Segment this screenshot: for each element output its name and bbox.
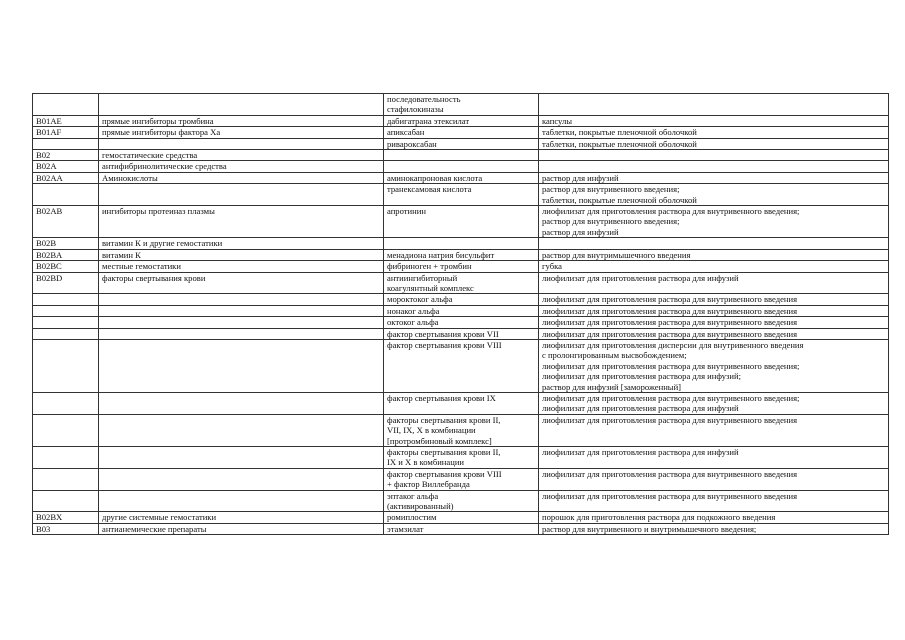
atc-code-cell [33,317,99,328]
dosage-form-line: лиофилизат для приготовления раствора для инфузий [542,403,739,414]
dosage-form-cell [539,115,889,126]
dosage-form-line: лиофилизат для приготовления раствора для внутривенного введения [542,414,798,425]
dosage-form-line: лиофилизат для приготовления раствора для внутривенного введения; [542,206,800,217]
drug-name-line: стафилокиназы [387,104,444,115]
table-row [33,328,889,339]
dosage-form-line: раствор для внутривенного введения; [542,184,680,195]
dosage-form-line: раствор для инфузий [замороженный] [542,381,682,392]
drug-name-line: фибриноген + тромбин [387,261,472,272]
dosage-form-cell [539,339,889,392]
atc-code-cell: B03 [33,523,99,534]
dosage-form-line [542,238,885,248]
dosage-form-cell [539,172,889,183]
drug-name-cell [384,238,539,249]
table-row [33,305,889,316]
drug-name-cell [384,490,539,512]
pharmacologic-group-cell: антифибринолитические средства [99,161,384,172]
atc-code-cell: B02BX [33,512,99,523]
dosage-form-line: раствор для инфузий [542,172,619,183]
table-row [33,317,889,328]
drug-name-cell [384,138,539,149]
dosage-form-cell [539,238,889,249]
table-row [33,115,889,126]
drug-name-cell [384,294,539,305]
pharmacologic-group-cell [99,490,384,512]
dosage-form-cell [539,184,889,206]
dosage-form-line: лиофилизат для приготовления раствора для внутривенного введения [542,317,798,328]
drug-name-line: фактор свертывания крови VIII [387,339,502,350]
drug-name-line: + фактор Виллебранда [387,479,470,490]
table-row [33,414,889,446]
dosage-form-line: раствор для внутримышечного введения [542,249,691,260]
atc-code-cell: B02B [33,238,99,249]
drug-name-line: фактор свертывания крови VIII [387,468,502,479]
dosage-form-cell [539,468,889,490]
drug-name-cell [384,414,539,446]
drug-name-cell [384,512,539,523]
drug-name-line: фактор свертывания крови VII [387,328,499,339]
drug-name-cell [384,392,539,414]
atc-code-cell [33,468,99,490]
drug-name-cell [384,161,539,172]
drug-name-line: (активированный) [387,501,454,512]
drug-name-line: IX и X в комбинации [387,457,465,468]
atc-code-cell: B02BD [33,272,99,294]
atc-code-cell: B02AA [33,172,99,183]
dosage-form-cell [539,447,889,469]
pharmacologic-group-cell: факторы свертывания крови [99,272,384,294]
dosage-form-cell [539,414,889,446]
dosage-form-cell [539,94,889,116]
drug-name-line: транексамовая кислота [387,184,472,195]
table-body [33,94,889,535]
dosage-form-cell [539,512,889,523]
drug-name-cell [384,468,539,490]
drug-name-cell [384,249,539,260]
dosage-form-line: лиофилизат для приготовления раствора для внутривенного введения [542,294,798,305]
atc-code-cell [33,414,99,446]
dosage-form-cell [539,328,889,339]
drug-name-cell [384,115,539,126]
dosage-form-cell [539,490,889,512]
table-row [33,172,889,183]
table-row [33,150,889,161]
table-row [33,249,889,260]
dosage-form-cell [539,206,889,238]
dosage-form-cell [539,261,889,272]
drug-name-line: этамзилат [387,523,424,534]
atc-code-cell [33,328,99,339]
dosage-form-cell [539,249,889,260]
drug-name-cell [384,184,539,206]
dosage-form-cell [539,294,889,305]
dosage-form-line: порошок для приготовления раствора для подкожного введения [542,512,776,523]
pharmacologic-group-cell: витамин К и другие гемостатики [99,238,384,249]
table-row [33,161,889,172]
drug-name-cell [384,150,539,161]
drug-name-line: коагулянтный комплекс [387,282,474,293]
atc-code-cell [33,294,99,305]
drug-name-line: [протромбиновый комплекс] [387,435,492,446]
dosage-form-line: лиофилизат для приготовления дисперсии для внутривенного введения [542,339,804,350]
drug-name-line: менадиона натрия бисульфит [387,249,495,260]
dosage-form-cell [539,523,889,534]
atc-code-cell: B01AF [33,127,99,138]
table-row [33,294,889,305]
pharmacologic-group-cell: Аминокислоты [99,172,384,183]
pharmacologic-group-cell [99,184,384,206]
pharmacologic-group-cell: антианемические препараты [99,523,384,534]
dosage-form-line: раствор для внутривенного введения; [542,216,680,227]
dosage-form-line: лиофилизат для приготовления раствора для внутривенного введения [542,328,798,339]
table-row [33,206,889,238]
drug-name-line: аминокапроновая кислота [387,172,483,183]
dosage-form-line: таблетки, покрытые пленочной оболочкой [542,138,697,149]
dosage-form-line: таблетки, покрытые пленочной оболочкой [542,127,697,138]
dosage-form-cell [539,161,889,172]
atc-code-cell [33,447,99,469]
drug-name-line: ривароксабан [387,138,437,149]
drug-classification-table [32,93,889,535]
drug-name-line: мороктоког альфа [387,294,453,305]
dosage-form-line [542,161,885,171]
drug-name-cell [384,447,539,469]
drug-name-cell [384,206,539,238]
dosage-form-line: лиофилизат для приготовления раствора для внутривенного введения [542,468,798,479]
atc-code-cell [33,138,99,149]
drug-name-line [387,150,535,160]
dosage-form-line: с пролонгированным высвобождением; [542,350,687,361]
pharmacologic-group-cell [99,468,384,490]
dosage-form-line [542,94,885,104]
drug-name-cell [384,94,539,116]
atc-code-cell: B02BA [33,249,99,260]
table-row [33,261,889,272]
drug-name-cell [384,127,539,138]
pharmacologic-group-cell [99,138,384,149]
atc-code-cell [33,184,99,206]
table-row [33,512,889,523]
table-row [33,94,889,116]
dosage-form-line: лиофилизат для приготовления раствора для внутривенного введения [542,305,798,316]
table-row [33,392,889,414]
pharmacologic-group-cell: прямые ингибиторы фактора Xa [99,127,384,138]
dosage-form-cell [539,317,889,328]
pharmacologic-group-cell [99,414,384,446]
dosage-form-line: лиофилизат для приготовления раствора для инфузий; [542,371,741,382]
pharmacologic-group-cell: местные гемостатики [99,261,384,272]
dosage-form-line: раствор для инфузий [542,226,619,237]
table-row [33,238,889,249]
pharmacologic-group-cell [99,339,384,392]
dosage-form-cell [539,127,889,138]
dosage-form-cell [539,392,889,414]
drug-name-cell [384,272,539,294]
dosage-form-line: лиофилизат для приготовления раствора для внутривенного введения; [542,392,800,403]
drug-name-line: факторы свертывания крови II, [387,447,501,457]
drug-name-line [387,161,535,171]
drug-name-line: нонаког альфа [387,305,440,316]
drug-name-line: дабигатрана этексилат [387,115,470,126]
dosage-form-cell [539,150,889,161]
drug-name-line: антиингибиторный [387,272,458,283]
atc-code-cell [33,94,99,116]
drug-name-cell [384,317,539,328]
dosage-form-line: губка [542,261,562,272]
dosage-form-line: капсулы [542,115,573,126]
atc-code-cell [33,305,99,316]
pharmacologic-group-cell [99,317,384,328]
drug-name-line: ромиплостим [387,512,437,523]
pharmacologic-group-cell [99,305,384,316]
table-row [33,272,889,294]
drug-name-line: факторы свертывания крови II, [387,414,501,425]
drug-name-cell [384,172,539,183]
table-row [33,447,889,469]
drug-name-cell [384,328,539,339]
atc-code-cell [33,490,99,512]
atc-code-cell: B02A [33,161,99,172]
atc-code-cell [33,392,99,414]
dosage-form-line: лиофилизат для приготовления раствора для инфузий [542,272,739,283]
drug-name-line: октоког альфа [387,317,439,328]
dosage-form-cell [539,272,889,294]
atc-code-cell: B01AE [33,115,99,126]
pharmacologic-group-cell [99,328,384,339]
drug-name-cell [384,339,539,392]
drug-name-line: эптаког альфа [387,490,439,501]
table-row [33,339,889,392]
pharmacologic-group-cell: ингибиторы протеиназ плазмы [99,206,384,238]
table-row [33,523,889,534]
pharmacologic-group-cell [99,94,384,116]
drug-name-line: VII, IX, X в комбинации [387,425,476,436]
dosage-form-line: лиофилизат для приготовления раствора для инфузий [542,447,739,457]
dosage-form-cell [539,305,889,316]
drug-name-line: апротинин [387,206,426,217]
drug-name-line [387,238,535,248]
atc-code-cell: B02AB [33,206,99,238]
table-row [33,127,889,138]
drug-name-line: последовательность [387,94,461,104]
pharmacologic-group-cell: гемостатические средства [99,150,384,161]
pharmacologic-group-cell: прямые ингибиторы тромбина [99,115,384,126]
pharmacologic-group-cell [99,392,384,414]
pharmacologic-group-cell: витамин К [99,249,384,260]
drug-name-cell [384,261,539,272]
dosage-form-line: лиофилизат для приготовления раствора для внутривенного введения [542,490,798,501]
dosage-form-line [542,150,885,160]
drug-name-cell [384,523,539,534]
pharmacologic-group-cell [99,294,384,305]
pharmacologic-group-cell: другие системные гемостатики [99,512,384,523]
atc-code-cell: B02BC [33,261,99,272]
table-row [33,468,889,490]
drug-name-line: фактор свертывания крови IX [387,392,496,403]
table-row [33,490,889,512]
drug-name-line: апиксабан [387,127,425,138]
atc-code-cell [33,339,99,392]
table-row [33,138,889,149]
atc-code-cell: B02 [33,150,99,161]
dosage-form-line: раствор для внутривенного и внутримышечного введения; [542,523,757,534]
dosage-form-cell [539,138,889,149]
dosage-form-line: лиофилизат для приготовления раствора для внутривенного введения; [542,360,800,371]
table-row [33,184,889,206]
dosage-form-line: таблетки, покрытые пленочной оболочкой [542,194,697,205]
drug-name-cell [384,305,539,316]
pharmacologic-group-cell [99,447,384,469]
